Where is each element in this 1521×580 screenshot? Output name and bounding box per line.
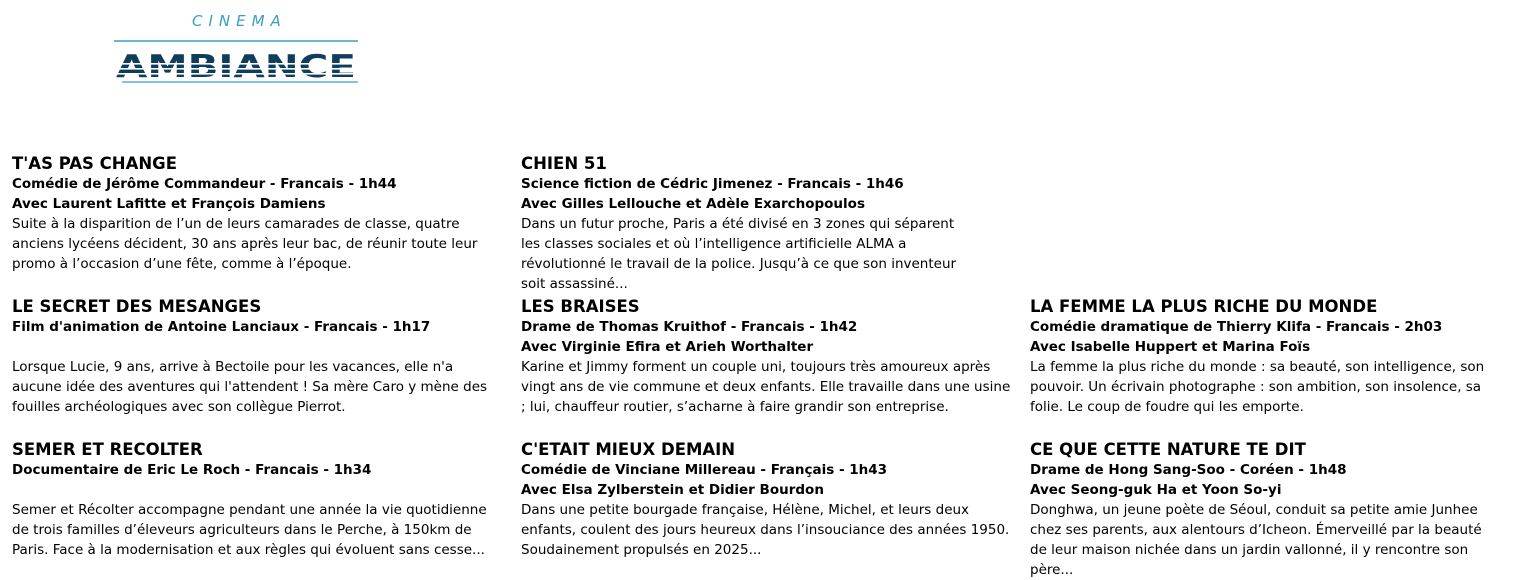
logo-cinema-text: CINEMA <box>192 12 287 30</box>
film-meta: Science fiction de Cédric Jimenez - Francais - 1h46 <box>521 176 904 192</box>
film-title: SEMER ET RECOLTER <box>12 440 203 459</box>
film-card <box>521 297 1011 417</box>
cinema-ambiance-logo <box>112 12 360 86</box>
film-card <box>12 297 502 417</box>
film-title: LES BRAISES <box>521 297 640 316</box>
film-cast: Avec Seong-guk Ha et Yoon So-yi <box>1030 482 1282 498</box>
film-title: CE QUE CETTE NATURE TE DIT <box>1030 440 1306 459</box>
film-meta: Documentaire de Eric Le Roch - Francais - 1h34 <box>12 462 372 478</box>
film-card <box>1030 440 1500 580</box>
film-title: C'ETAIT MIEUX DEMAIN <box>521 440 736 459</box>
film-meta: Drame de Thomas Kruithof - Francais - 1h42 <box>521 319 858 335</box>
film-cast: Avec Laurent Lafitte et François Damiens <box>12 196 326 212</box>
film-card <box>12 440 502 560</box>
logo-ambiance-wordmark <box>112 38 360 86</box>
film-synopsis: Dans une petite bourgade française, Hélène, Michel, et leurs deux enfants, coulent des jours heureux dans l’insouciance des années 1950. Soudainement propulsés en 2025... <box>521 502 1010 558</box>
film-cast: Avec Isabelle Huppert et Marina Foïs <box>1030 339 1311 355</box>
film-synopsis: Lorsque Lucie, 9 ans, arrive à Bectoile pour les vacances, elle n'a aucune idée des aventures qui l'attendent ! Sa mère Caro y mène des fouilles archéologiques avec son collègue Pierrot. <box>12 359 488 415</box>
blank-line <box>12 480 502 500</box>
film-synopsis: Semer et Récolter accompagne pendant une année la vie quotidienne de trois familles d’éleveurs agriculteurs dans le Perche, à 150km de Paris. Face à la modernisation et aux règles qui évoluent sans cesse... <box>12 502 487 558</box>
film-title: CHIEN 51 <box>521 154 607 173</box>
film-card <box>1030 297 1500 417</box>
film-synopsis: La femme la plus riche du monde : sa beauté, son intelligence, son pouvoir. Un écrivain photographe : son ambition, son insolence, sa folie. Le coup de foudre qui les emporte. <box>1030 359 1485 415</box>
film-cast: Avec Virginie Efira et Arieh Worthalter <box>521 339 814 355</box>
film-synopsis: Dans un futur proche, Paris a été divisé en 3 zones qui séparent les classes sociales et où l’intelligence artificielle ALMA a révolutionné le travail de la police. Jusqu’à ce que son inventeur soit assassiné... <box>521 216 957 292</box>
film-meta: Film d'animation de Antoine Lanciaux - Francais - 1h17 <box>12 319 431 335</box>
film-card <box>521 440 1011 560</box>
film-title: T'AS PAS CHANGE <box>12 154 177 173</box>
film-card <box>12 154 502 274</box>
film-meta: Comédie de Vinciane Millereau - Français - 1h43 <box>521 462 888 478</box>
film-meta: Drame de Hong Sang-Soo - Coréen - 1h48 <box>1030 462 1347 478</box>
film-title: LA FEMME LA PLUS RICHE DU MONDE <box>1030 297 1378 316</box>
film-synopsis: Donghwa, un jeune poète de Séoul, conduit sa petite amie Junhee chez ses parents, aux alentours d’Icheon. Émerveillé par la beauté de leur maison nichée dans un jardin vallonné, il y rencontre son père... <box>1030 502 1482 578</box>
film-cast: Avec Elsa Zylberstein et Didier Bourdon <box>521 482 824 498</box>
blank-line <box>12 337 502 357</box>
film-cast: Avec Gilles Lellouche et Adèle Exarchopoulos <box>521 196 865 212</box>
film-synopsis: Karine et Jimmy forment un couple uni, toujours très amoureux après vingt ans de vie commune et deux enfants. Elle travaille dans une usine ; lui, chauffeur routier, s’acharne à faire grandir son entreprise. <box>521 359 1011 415</box>
film-meta: Comédie dramatique de Thierry Klifa - Francais - 2h03 <box>1030 319 1443 335</box>
film-card <box>521 154 971 294</box>
film-title: LE SECRET DES MESANGES <box>12 297 262 316</box>
film-synopsis: Suite à la disparition de l’un de leurs camarades de classe, quatre anciens lycéens décident, 30 ans après leur bac, de réunir toute leur promo à l’occasion d’une fête, comme à l’époque. <box>12 216 478 272</box>
film-meta: Comédie de Jérôme Commandeur - Francais - 1h44 <box>12 176 397 192</box>
